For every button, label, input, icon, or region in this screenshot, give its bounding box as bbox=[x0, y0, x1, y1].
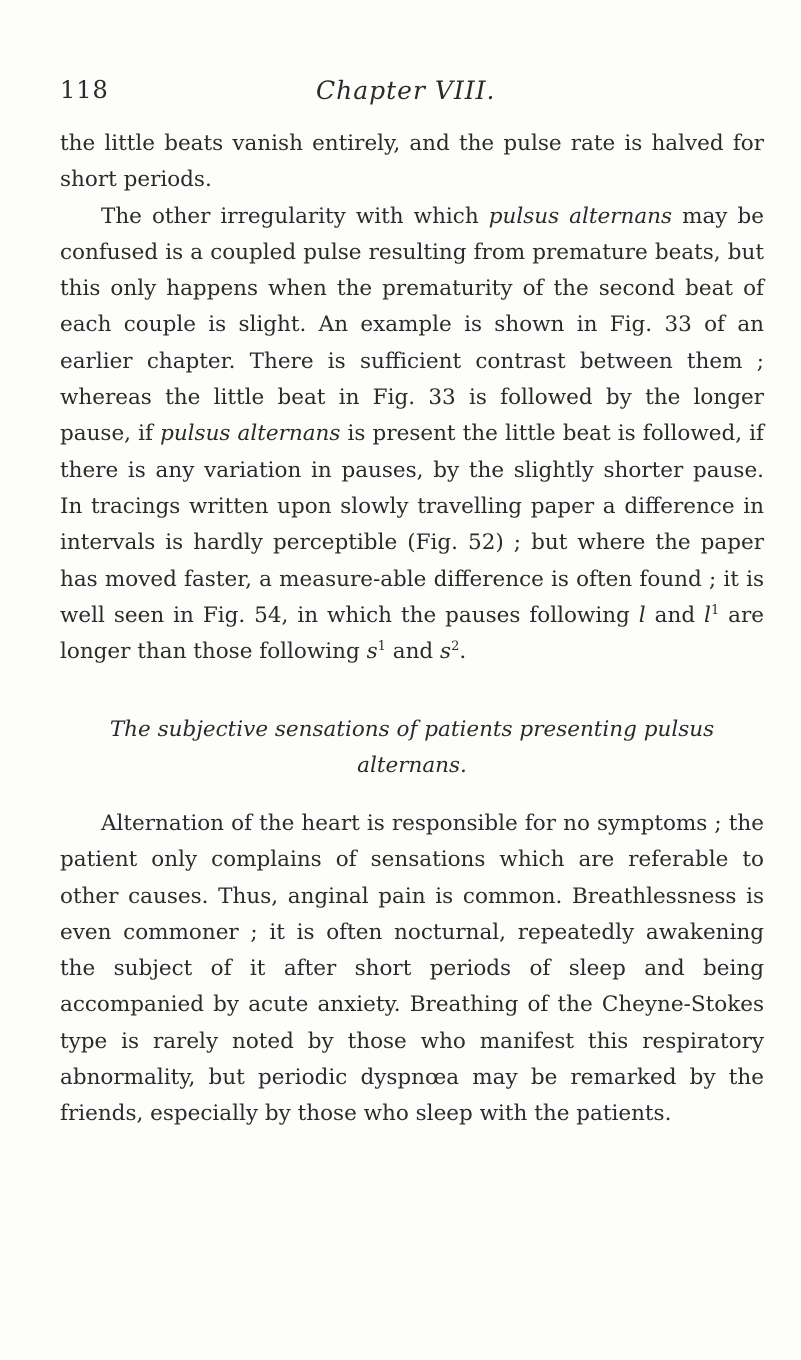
symbol-l1: l bbox=[704, 602, 711, 628]
running-head: Chapter VIII. bbox=[316, 76, 496, 105]
page-header bbox=[60, 76, 760, 116]
term-pulsus-alternans: pulsus alternans bbox=[488, 203, 673, 229]
symbol-l: l bbox=[638, 602, 646, 628]
paragraph-continuation: the little beats vanish entirely, and the pulse rate is halved for short periods. bbox=[60, 131, 764, 193]
subheading-line-1: The subjective sensations of patients presenting pulsus bbox=[109, 717, 715, 742]
section-subheading bbox=[60, 712, 764, 784]
text-block-top bbox=[60, 126, 764, 670]
paragraph-coupled-pulse: The other irregularity with which pulsus alternans may be confused is a coupled pulse resulting from premature beats, but this only happens when the prematurity of the second beat of each couple is slight. An example is shown in Fig. 33 of an earlier chapter. There is sufficient contrast between them ; whereas the little beat in Fig. 33 is followed by the longer pause, if pulsus alternans is present the little beat is followed, if there is any variation in pauses, by the slightly shorter pause. In tracings written upon slowly travelling paper a difference in intervals is hardly perceptible (Fig. 52) ; but where the paper has moved faster, a measure-able difference is often found ; it is well seen in Fig. 54, in which the pauses following l and $l^1$ are longer than those following $s^1$ and $s^2$. bbox=[60, 203, 764, 665]
symbol-s2: s bbox=[440, 639, 452, 665]
symbol-s1: s bbox=[366, 639, 378, 665]
text-block-bottom bbox=[60, 806, 764, 1133]
page-number: 118 bbox=[60, 76, 109, 104]
subheading-line-2: alternans. bbox=[357, 753, 467, 778]
paragraph-symptoms: Alternation of the heart is responsible for no symptoms ; the patient only complains of sensations which are referable to other causes. Thus, anginal pain is common. Breathlessness is even commoner ; it is often nocturnal, repeatedly awakening the subject of it after short periods of sleep and being accompanied by acute anxiety. Breathing of the Cheyne-Stokes type is rarely noted by those who manifest this respiratory abnormality, but periodic dyspnœa may be remarked by the friends, especially by those who sleep with the patients. bbox=[60, 811, 764, 1127]
term-pulsus-alternans: pulsus alternans bbox=[160, 421, 341, 447]
